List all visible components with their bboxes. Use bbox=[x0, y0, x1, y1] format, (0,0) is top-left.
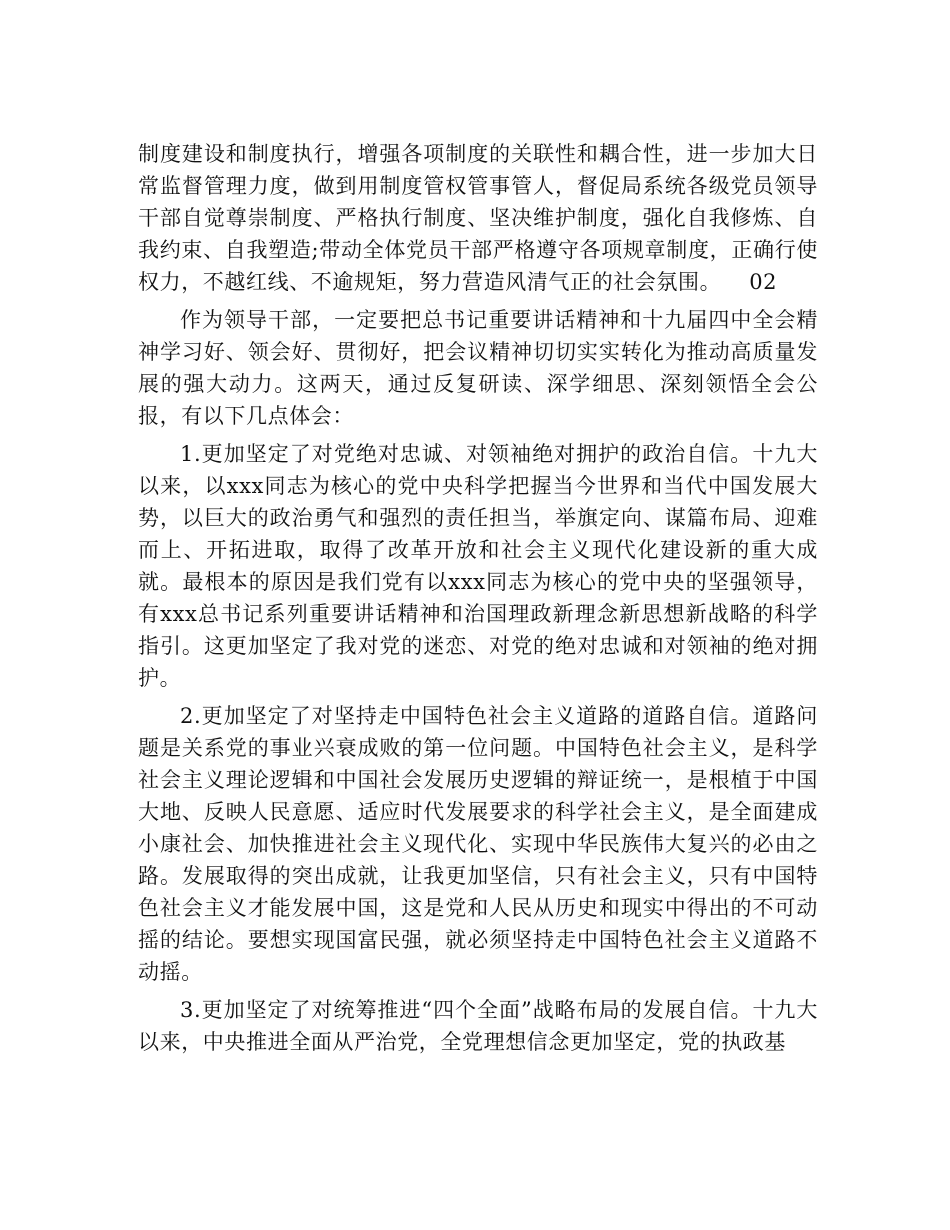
paragraph-point-1 bbox=[138, 438, 818, 694]
paragraph-text: 1.更加坚定了对党绝对忠诚、对领袖绝对拥护的政治自信。十九大以来，以xxx同志为核心的党中央科学把握当今世界和当代中国发展大势，以巨大的政治勇气和强烈的责任担当，举旗定向、谋篇布局、迎难而上、开拓进取，取得了改革开放和社会主义现代化建设新的重大成就。最根本的原因是我们党有以xxx同志为核心的党中央的坚强领导，有xxx总书记系列重要讲话精神和治国理政新理念新思想新战略的科学指引。这更加坚定了我对党的迷恋、对党的绝对忠诚和对领袖的绝对拥护。 bbox=[138, 442, 818, 690]
paragraph-intro bbox=[138, 304, 818, 432]
paragraph-text: 2.更加坚定了对坚持走中国特色社会主义道路的道路自信。道路问题是关系党的事业兴衰成败的第一位问题。中国特色社会主义，是科学社会主义理论逻辑和中国社会发展历史逻辑的辩证统一，是根植于中国大地、反映人民意愿、适应时代发展要求的科学社会主义，是全面建成小康社会、加快推进社会主义现代化、实现中华民族伟大复兴的必由之路。发展取得的突出成就，让我更加坚信，只有社会主义，只有中国特色社会主义才能发展中国，这是党和人民从历史和现实中得出的不可动摇的结论。要想实现国富民强，就必须坚持走中国特色社会主义道路不动摇。 bbox=[138, 704, 818, 984]
document-body bbox=[138, 138, 818, 1058]
paragraph-point-3 bbox=[138, 994, 818, 1058]
paragraph-text: 制度建设和制度执行，增强各项制度的关联性和耦合性，进一步加大日常监督管理力度，做到用制度管权管事管人，督促局系统各级党员领导干部自觉尊崇制度、严格执行制度、坚决维护制度，强化自我修炼、自我约束、自我塑造;带动全体党员干部严格遵守各项规章制度，正确行使权力，不越红线、不逾规矩，努力营造风清气正的社会氛围。 bbox=[138, 142, 818, 294]
page-number: 02 bbox=[749, 270, 778, 294]
paragraph-text: 3.更加坚定了对统筹推进“四个全面”战略布局的发展自信。十九大以来，中央推进全面从严治党，全党理想信念更加坚定，党的执政基 bbox=[138, 998, 818, 1054]
paragraph-point-2 bbox=[138, 700, 818, 988]
paragraph-text: 作为领导干部，一定要把总书记重要讲话精神和十九届四中全会精神学习好、领会好、贯彻好，把会议精神切切实实转化为推动高质量发展的强大动力。这两天，通过反复研读、深学细思、深刻领悟全会公报，有以下几点体会： bbox=[138, 308, 818, 428]
paragraph-continued bbox=[138, 138, 818, 298]
